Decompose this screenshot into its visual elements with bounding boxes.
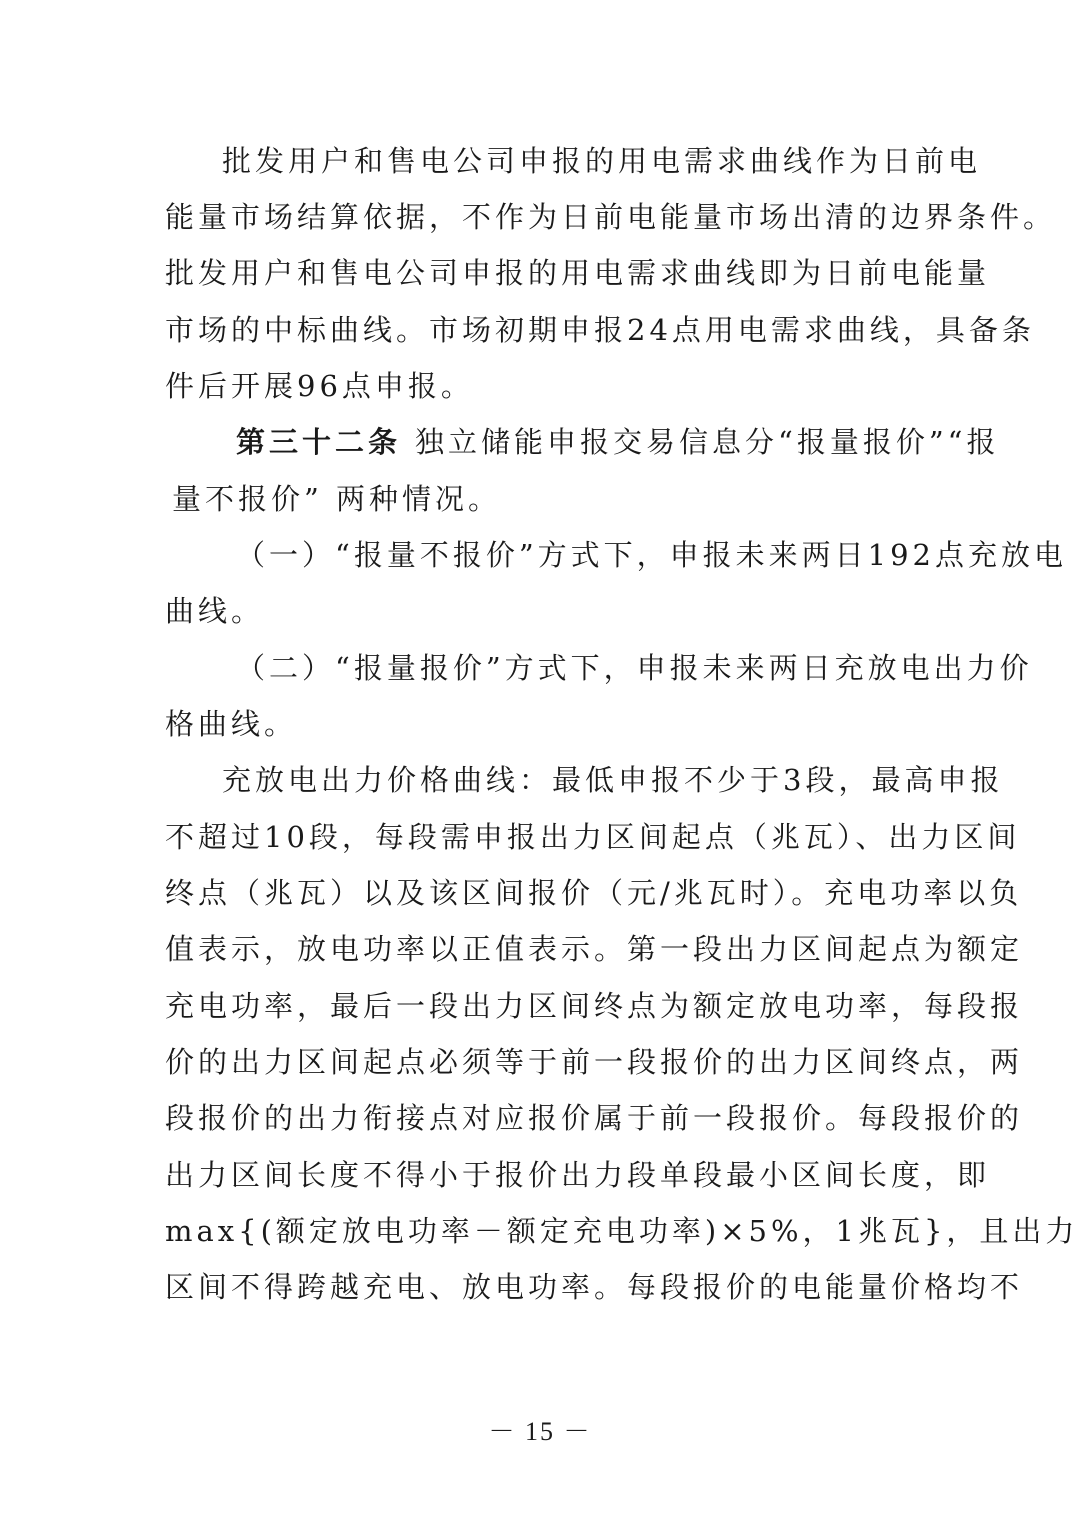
item-1-line-1: （一）“报量不报价”方式下，申报未来两日192点充放电 xyxy=(236,538,1068,572)
curve-paragraph-line-3: 终点（兆瓦）以及该区间报价（元/兆瓦时）。充电功率以负 xyxy=(165,876,1023,910)
curve-paragraph-line-7: 段报价的出力衔接点对应报价属于前一段报价。每段报价的 xyxy=(165,1101,1024,1135)
paragraph-line-4: 市场的中标曲线。市场初期申报24点用电需求曲线，具备条 xyxy=(165,313,1035,347)
article-32-text: 独立储能申报交易信息分“报量报价”“报 xyxy=(415,425,1000,459)
paragraph-line-3: 批发用户和售电公司申报的用电需求曲线即为日前电能量 xyxy=(165,256,991,290)
item-1-line-2: 曲线。 xyxy=(165,594,265,628)
curve-paragraph-line-5: 充电功率，最后一段出力区间终点为额定放电功率，每段报 xyxy=(165,989,1024,1023)
curve-paragraph-line-1: 充放电出力价格曲线：最低申报不少于3段，最高申报 xyxy=(222,763,1004,797)
curve-paragraph-line-10: 区间不得跨越充电、放电功率。每段报价的电能量价格均不 xyxy=(165,1270,1024,1304)
paragraph-line-2: 能量市场结算依据，不作为日前电能量市场出清的边界条件。 xyxy=(165,200,1057,234)
curve-paragraph-line-6: 价的出力区间起点必须等于前一段报价的出力区间终点，两 xyxy=(165,1045,1024,1079)
paragraph-line-5: 件后开展96点申报。 xyxy=(165,369,474,403)
article-32-line-1 xyxy=(236,422,1000,462)
curve-paragraph-line-4: 值表示，放电功率以正值表示。第一段出力区间起点为额定 xyxy=(165,932,1024,966)
curve-paragraph-line-2: 不超过10段，每段需申报出力区间起点（兆瓦）、出力区间 xyxy=(165,820,1021,854)
curve-paragraph-line-9: max{(额定放电功率－额定充电功率)×5%，1兆瓦}，且出力 xyxy=(165,1214,1079,1248)
curve-paragraph-line-8: 出力区间长度不得小于报价出力段单段最小区间长度，即 xyxy=(165,1158,991,1192)
item-2-line-1: （二）“报量报价”方式下，申报未来两日充放电出力价 xyxy=(236,651,1033,685)
page-number: － 15 － xyxy=(488,1417,592,1446)
paragraph-line-1: 批发用户和售电公司申报的用电需求曲线作为日前电 xyxy=(222,144,982,178)
article-heading: 第三十二条 xyxy=(236,425,402,459)
item-2-line-2: 格曲线。 xyxy=(165,707,298,741)
article-32-line-2: 量不报价” 两种情况。 xyxy=(172,482,502,516)
